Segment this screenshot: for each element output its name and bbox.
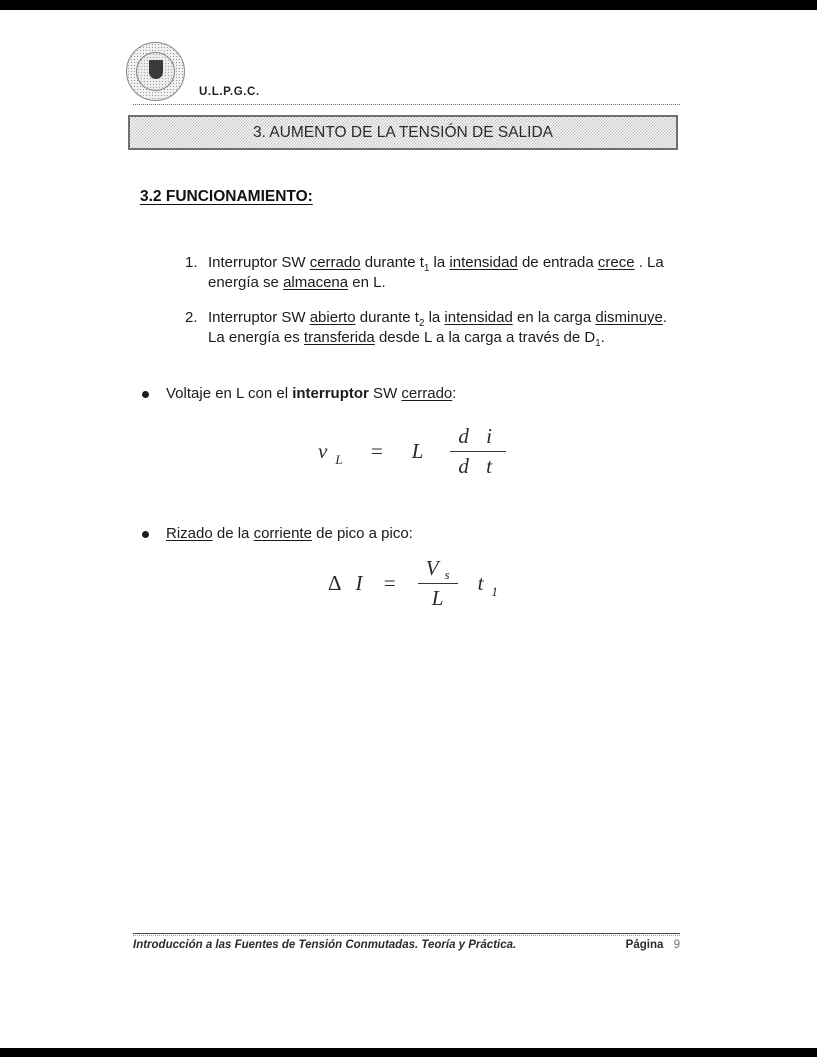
equals-sign: = xyxy=(369,439,385,463)
bullet-dot-icon xyxy=(142,391,149,398)
formula-inductor-voltage xyxy=(318,424,506,479)
item-text: Interruptor SW cerrado durante $t_1$ la intensidad de entrada crece . La energía se almacena en L. xyxy=(208,254,664,291)
header-rule xyxy=(133,104,680,105)
footer-document-title: Introducción a las Fuentes de Tensión Conmutadas. Teoría y Práctica. xyxy=(133,939,517,951)
formula-lhs xyxy=(328,571,363,596)
formula-current-ripple xyxy=(328,556,498,611)
equals-sign: = xyxy=(382,571,398,595)
bullet-item xyxy=(142,384,682,404)
formula-variable: I xyxy=(355,571,363,595)
fraction xyxy=(418,556,458,611)
title-banner: 3. AUMENTO DE LA TENSIÓN DE SALIDA xyxy=(128,115,678,150)
item-number: 1. xyxy=(185,254,198,271)
fraction-numerator: d i xyxy=(450,424,506,452)
delta-symbol: Δ xyxy=(328,571,342,595)
section-heading: 3.2 FUNCIONAMIENTO: xyxy=(140,188,313,205)
time-subscript: 1 xyxy=(491,584,498,599)
item-text: Interruptor SW abierto durante $t_2$ la intensidad en la carga disminuye. La energía es transferida desde L a la carga a través de $D_1$. xyxy=(208,309,668,349)
bullet-text: Rizado de la corriente de pico a pico: xyxy=(166,525,413,542)
bullet-dot-icon xyxy=(142,531,149,538)
footer-page-number: 9 xyxy=(673,939,680,951)
bottom-edge-bar xyxy=(0,1048,817,1057)
ulpgc-seal-icon xyxy=(126,42,185,101)
bullet-text: Voltaje en L con el interruptor SW cerrado: xyxy=(166,385,457,402)
fraction-denominator: L xyxy=(431,586,444,610)
seal-shield-icon xyxy=(149,60,163,79)
formula-variable-subscript: L xyxy=(335,452,343,467)
list-item xyxy=(185,308,679,348)
page-footer xyxy=(133,933,680,951)
top-edge-bar xyxy=(0,0,817,10)
list-item xyxy=(185,253,679,293)
bullet-item xyxy=(142,524,682,544)
org-abbreviation: U.L.P.G.C. xyxy=(199,86,260,98)
footer-page xyxy=(626,939,680,951)
formula-time-term xyxy=(477,571,498,599)
formula-lhs xyxy=(318,439,343,467)
footer-page-label: Página xyxy=(625,939,664,951)
footer-rule xyxy=(133,933,680,936)
formula-factor: L xyxy=(411,439,424,463)
formula-variable: v xyxy=(318,439,328,463)
ordered-list xyxy=(185,253,679,363)
numerator-subscript: s xyxy=(444,567,450,582)
footer-row xyxy=(133,939,680,951)
fraction-numerator xyxy=(418,556,458,584)
item-number: 2. xyxy=(185,309,198,326)
fraction xyxy=(450,424,506,479)
numerator-variable: V xyxy=(425,556,439,580)
time-variable: t xyxy=(477,571,484,595)
fraction-denominator: d t xyxy=(458,454,499,478)
